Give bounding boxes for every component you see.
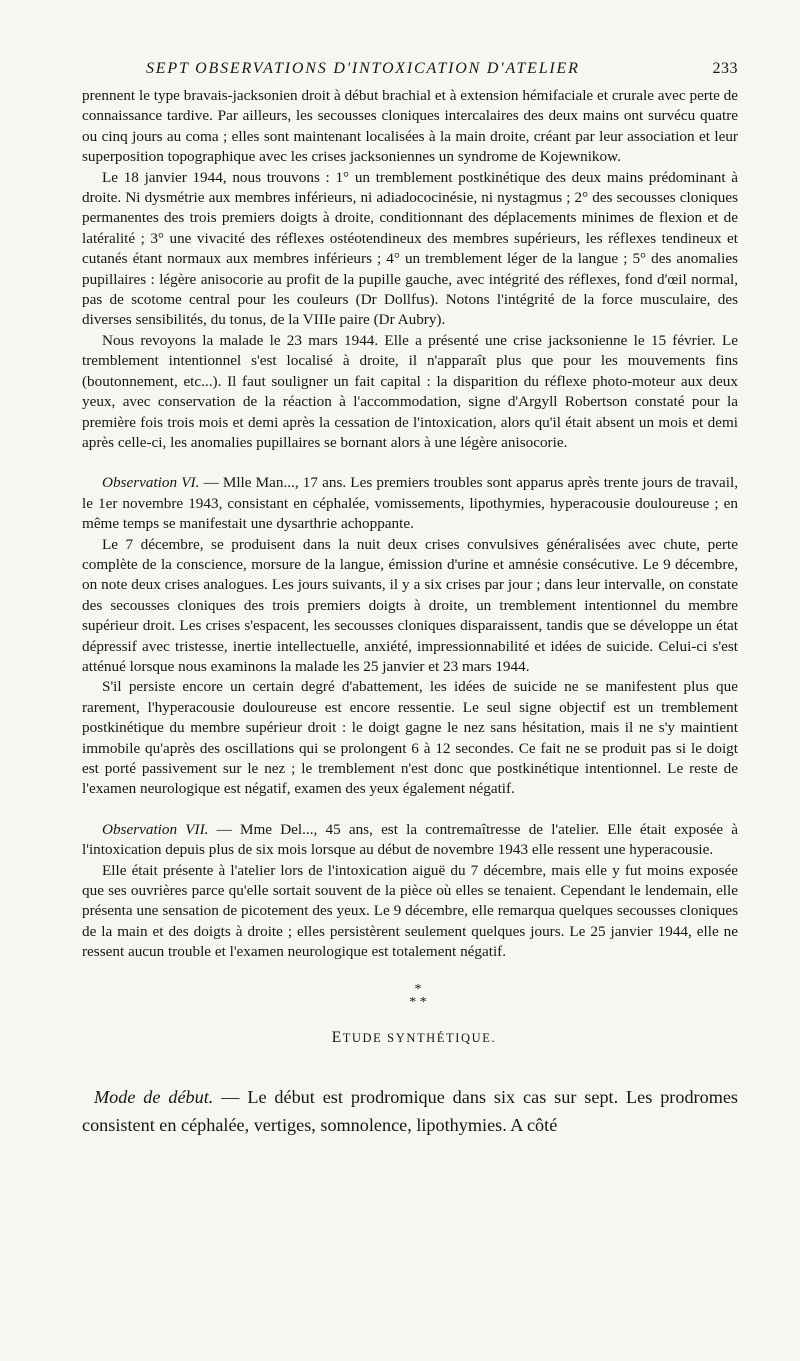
- observation-vi: [82, 473, 738, 800]
- observation-vi-intro-text: — Mlle Man..., 17 ans. Les premiers troubles sont apparus après trente jours de travail, le 1er novembre 1943, consistant en céphalée, vomissements, lipothymies, hyperacousie douloureuse ; en même temps se manifestait une dysarthrie achoppante.: [82, 474, 738, 533]
- observation-vi-paragraph: Le 7 décembre, se produisent dans la nuit deux crises convulsives généralisées avec chute, perte complète de la conscience, morsure de la langue, émission d'urine et amnésie consécutive. Le 9 décembre, on note deux crises analogues. Les jours suivants, il y a six crises par jour ; dans leur intervalle, on constate des secousses cloniques des trois premiers doigts à droite, un tremblement intentionnel du membre supérieur droit. Les crises s'espacent, les secousses cloniques disparaissent, tandis que se développe un état dépressif avec tristesse, inertie intellectuelle, anxiété, impressionnabilité et idées de suicide. Celui-ci s'est atténué lorsque nous examinons la malade les 25 janvier et 23 mars 1944.: [82, 535, 738, 675]
- section-heading: [90, 1029, 738, 1047]
- running-title: SEPT OBSERVATIONS D'INTOXICATION D'ATELIER: [146, 60, 580, 77]
- final-paragraph: [82, 1083, 738, 1139]
- asterism-bottom: * *: [409, 994, 427, 1010]
- observation-vii-intro: [82, 820, 738, 861]
- section-heading-rest: TUDE SYNTHÉTIQUE.: [342, 1030, 497, 1045]
- observation-vii-paragraph: Elle était présente à l'atelier lors de l'intoxication aiguë du 7 décembre, mais elle y fut moins exposée que ses ouvrières parce qu'elle sortait souvent de la pièce où elles se tenaient. Cependant le lendemain, elle présenta une sensation de picotement des yeux. Le 9 décembre, elle remarqua quelques secousses cloniques de la main et des doigts à droite ; elles persistèrent seulement quelques jours. Le 25 janvier 1944, elle ne ressent aucun trouble et l'examen neurologique est totalement négatif.: [82, 861, 738, 961]
- final-paragraph-text: — Le début est prodromique dans six cas sur sept. Les prodromes consistent en céphalée, vertiges, somnolence, lipothymies. A côté: [82, 1086, 738, 1135]
- asterism-top: *: [414, 981, 422, 997]
- observation-vii: [82, 820, 738, 963]
- running-head: [82, 50, 738, 86]
- observation-vi-paragraph: S'il persiste encore un certain degré d'abattement, les idées de suicide ne se manifestent plus que rarement, l'hyperacousie douloureuse est encore ressentie. Le seul signe objectif est un tremblement postkinétique du membre supérieur droit : le doigt gagne le nez sans hésitation, mais il ne s'y maintient immobile qu'après des oscillations qui se prolongent 6 à 12 secondes. Ce fait ne se produit pas si le doigt est porté passivement sur le nez ; le tremblement n'est donc que postkinétique intentionnel. Le reste de l'examen neurologique est négatif, examen des yeux également négatif.: [82, 678, 738, 798]
- section-heading-initial: E: [331, 1028, 343, 1046]
- body-text: [82, 86, 738, 963]
- paragraph-examination-march: Nous revoyons la malade le 23 mars 1944. Elle a présenté une crise jacksonienne le 15 février. Le tremblement intentionnel s'est localisé à droite, il n'apparaît plus que pour les mouvements fins (boutonnement, etc...). Il faut souligner un fait capital : la disparition du réflexe photo-moteur aux deux yeux, avec conservation de la réaction à l'accommodation, signe d'Argyll Robertson constaté pour la première fois trois mois et demi après la cessation de l'intoxication, alors qu'il était absent un mois et demi après celle-ci, les anomalies pupillaires se bornant alors à une légère anisocorie.: [82, 331, 738, 451]
- section-break: [82, 983, 738, 1009]
- final-paragraph-lead: Mode de début.: [94, 1086, 214, 1107]
- observation-vii-intro-text: — Mme Del..., 45 ans, est la contremaîtresse de l'atelier. Elle était exposée à l'intoxication depuis plus de six mois lorsque au début de novembre 1943 elle ressent une hyperacousie.: [82, 820, 738, 859]
- paragraph-continuation: prennent le type bravais-jacksonien droit à début brachial et à extension hémifaciale et crurale avec perte de connaissance tardive. Par ailleurs, les secousses cloniques intercalaires des deux mains ont survécu quatre ou cinq jours au coma ; elles sont maintenant localisées à la main droite, créant par leur association et leur superposition topographique avec les crises jacksoniennes un syndrome de Kojewnikow.: [82, 87, 738, 166]
- observation-vi-title: Observation VI.: [102, 474, 200, 492]
- observation-vi-intro: [82, 473, 738, 534]
- page-number: 233: [712, 60, 738, 77]
- observation-vii-title: Observation VII.: [102, 820, 209, 838]
- paragraph-examination-january: Le 18 janvier 1944, nous trouvons : 1° un tremblement postkinétique des deux mains prédominant à droite. Ni dysmétrie aux membres inférieurs, ni adiadococinésie, ni nystagmus ; 2° des secousses cloniques permanentes des trois premiers doigts à droite, conditionnant des déplacements minimes de flexion et de latéralité ; 3° une vivacité des réflexes ostéotendineux des membres supérieurs, les réflexes tendineux et cutanés étant normaux aux membres inférieurs ; 4° un tremblement léger de la langue ; 5° des anomalies pupillaires : légère anisocorie au profit de la pupille gauche, avec intégrité des réflexes, fond d'œil normal, pas de scotome central pour les couleurs (Dr Dollfus). Notons l'intégrité de la force musculaire, des diverses sensibilités, du tonus, de la VIIIe paire (Dr Aubry).: [82, 168, 738, 329]
